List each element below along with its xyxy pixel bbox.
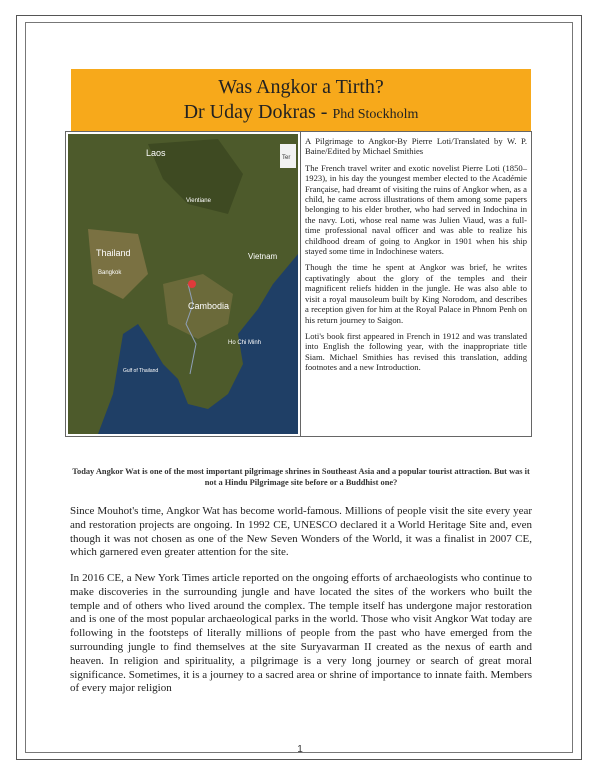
- map-label-thailand: Thailand: [96, 248, 131, 258]
- author-degree: Phd Stockholm: [332, 107, 419, 122]
- page-number: 1: [297, 744, 303, 755]
- map-label-gulf: Gulf of Thailand: [123, 368, 159, 374]
- map-label-cambodia: Cambodia: [188, 301, 230, 311]
- map-label-laos: Laos: [146, 148, 166, 158]
- body-paragraph-1: Since Mouhot's time, Angkor Wat has become world-famous. Millions of people visit the site every year and restoration projects are ongoing. In 1992 CE, UNESCO declared it a World Heritage Site and, even though it was not chosen as one of the New Seven Wonders of the World, it was a finalist in 2007 CE, which garnered even greater attention for the site.: [70, 505, 532, 559]
- map-label-hcm: Ho Chi Minh: [228, 340, 262, 346]
- lead-paragraph: Today Angkor Wat is one of the most important pilgrimage shrines in Southeast Asia and a popular tourist attraction. But was it not a Hindu Pilgrimage site before or a Buddhist one?: [72, 467, 530, 487]
- author-line: [71, 99, 531, 128]
- title-banner: [71, 69, 531, 131]
- book-paragraph-1: The French travel writer and exotic novelist Pierre Loti (1850–1923), in his day the youngest member elected to the Académie Française, had dreamt of visiting the ruins of Angkor when, as a child, he came across illustrations of them among some papers belonging to his elder brother, who had served in Indochina in the navy. Loti, whose real name was Julien Viaud, was a full-time professional naval officer and was able to realize his childhood dream of going to Angkor in 1901 when his ship stayed some time in Indochinese waters.: [305, 162, 527, 257]
- page-title: Was Angkor a Tirth?: [218, 76, 384, 98]
- satellite-map: [65, 131, 301, 437]
- map-label-vientiane: Vientiane: [186, 198, 211, 204]
- author-name: Dr Uday Dokras -: [183, 101, 333, 123]
- map-terrain-label: Ter: [282, 155, 291, 161]
- body-paragraph-2: In 2016 CE, a New York Times article reported on the ongoing efforts of archaeologists who continue to make discoveries in the surrounding jungle and have located the sites of the workers who built the temple and of others who lived around the complex. The temple itself has undergone major restoration and is one of the most popular archaeological parks in the world. Those who visit Angkor Wat today are following in the footsteps of literally millions of people from the past who have emerged from the surrounding jungle to find themselves at the site Suryavarman II created as the nexus of earth and heaven. In religion and spirituality, a pilgrimage is a very long journey or search of great moral significance. Sometimes, it is a journey to a sacred area or shrine of importance to innate faith. Members of every major religion: [70, 572, 532, 695]
- book-description: [300, 131, 532, 437]
- book-paragraph-2: Though the time he spent at Angkor was brief, he writes captivatingly about the glory of the temples and their magnificent reliefs hidden in the jungle. He was also able to visit a royal mausoleum built by King Norodom, and describes a reception given for him at the Royal Palace in Phnom Penh on his return journey to Saigon.: [305, 262, 527, 325]
- map-image: [68, 134, 298, 434]
- location-marker: [188, 280, 196, 288]
- book-citation: A Pilgrimage to Angkor-By Pierre Loti/Translated by W. P. Baine/Edited by Michael Smithies: [305, 136, 527, 157]
- book-paragraph-3: Loti's book first appeared in French in 1912 and was translated into English the following year, with the inappropriate title Siam. Michael Smithies has revised this translation, adding footnotes and a new Introduction.: [305, 330, 527, 373]
- map-label-vietnam: Vietnam: [248, 252, 278, 261]
- map-label-bangkok: Bangkok: [98, 270, 122, 276]
